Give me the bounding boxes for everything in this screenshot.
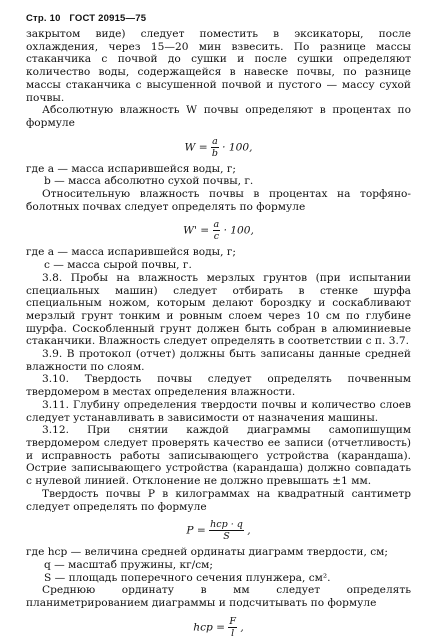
formula-relative-moisture: [26, 219, 411, 242]
formula-mean-ordinate: [26, 616, 411, 639]
fraction-denominator: b: [211, 147, 218, 159]
paragraph-3-8: 3.8. Пробы на влажность мерзлых грунтов (при испытании специальных машин) следует отбирать в стенке шурфа специальным ножом, которым делают бороздку и соскабливают мерзлый грунт тонким и ровным слоем через 10 см по глубине шурфа. Соскобленный грунт должен быть собран в алюминиевые стаканчики. Влажность следует определять в соответствии с п. 3.7.: [26, 271, 411, 348]
fraction-numerator: hср · q: [210, 519, 243, 531]
paragraph-3-12: 3.12. При снятии каждой диаграммы самопишущим твердомером следует проверять качество ее записи (отчетливость) и исправность работы записывающего устройства (карандаша). Острие записывающего устройства (карандаша) должно совпадать с нулевой линией. Отклонение не должно превышать ±1 мм.: [26, 424, 411, 488]
paragraph-absolute-moisture: Абсолютную влажность W почвы определяют в процентах по формуле: [26, 104, 411, 129]
formula-absolute-moisture: [26, 136, 411, 159]
where-a-2: где a — масса испарившейся воды, г;: [26, 246, 236, 259]
fraction-denominator: S: [223, 531, 230, 543]
document-page: [26, 10, 411, 643]
formula-lhs: W' =: [183, 224, 210, 237]
page-header: [26, 10, 411, 28]
paragraph-relative-moisture: Относительную влажность почвы в процентах на торфяно-болотных почвах следует определять по формуле: [26, 188, 411, 213]
formula-hardness: [26, 519, 411, 542]
formula-lhs: P =: [186, 524, 206, 537]
formula-tail: ,: [247, 524, 251, 537]
fraction-numerator: a: [213, 219, 220, 231]
document-body: [26, 28, 411, 639]
where-c: c — масса сырой почвы, г.: [44, 259, 192, 272]
formula-lhs: W =: [184, 141, 208, 154]
fraction-denominator: l: [231, 627, 235, 639]
fraction-denominator: c: [213, 231, 220, 243]
standard-code: ГОСТ 20915—75: [69, 13, 147, 24]
formula-fraction: [213, 219, 221, 242]
where-s: S — площадь поперечного сечения плунжера, см².: [44, 571, 331, 584]
paragraph-mean-ordinate: Среднюю ординату в мм следует определять планиметрированием диаграммы и подсчитывать по формуле: [26, 584, 411, 610]
where-h: где hср — величина средней ординаты диаграмм твердости, см;: [26, 546, 388, 559]
paragraph-3-11: 3.11. Глубину определения твердости почвы и количество слоев следует устанавливать в зависимости от назначения машины.: [26, 398, 411, 424]
where-b: b — масса абсолютно сухой почвы, г.: [44, 175, 254, 188]
formula-tail: · 100,: [222, 141, 253, 154]
paragraph-3-10: 3.10. Твердость почвы следует определять почвенным твердомером в местах определения влажности.: [26, 373, 411, 399]
fraction-numerator: F: [229, 615, 236, 627]
formula-lhs: hср =: [193, 621, 226, 634]
page-number: Стр. 10: [26, 13, 61, 24]
formula-fraction: [209, 519, 244, 542]
paragraph-hardness: Твердость почвы P в килограммах на квадратный сантиметр следует определять по формуле: [26, 487, 411, 513]
where-a: где a — масса испарившейся воды, г;: [26, 162, 236, 175]
where-q: q — масштаб пружины, кг/см;: [44, 558, 213, 571]
formula-fraction: [228, 616, 237, 639]
paragraph-continuation: закрытом виде) следует поместить в эксикаторы, после охлаждения, через 15—20 мин взвесить. По разнице массы стаканчика с почвой до сушки и после сушки определяют количество воды, содержащейся в навеске почвы, по разнице массы стаканчика с высушенной почвой и пустого — массу сухой почвы.: [26, 28, 411, 104]
formula-fraction: [211, 136, 219, 159]
fraction-numerator: a: [212, 135, 218, 147]
paragraph-3-9: 3.9. В протокол (отчет) должны быть записаны данные средней влажности по слоям.: [26, 348, 411, 373]
formula-tail: ,: [240, 621, 244, 634]
formula-tail: · 100,: [223, 224, 254, 237]
